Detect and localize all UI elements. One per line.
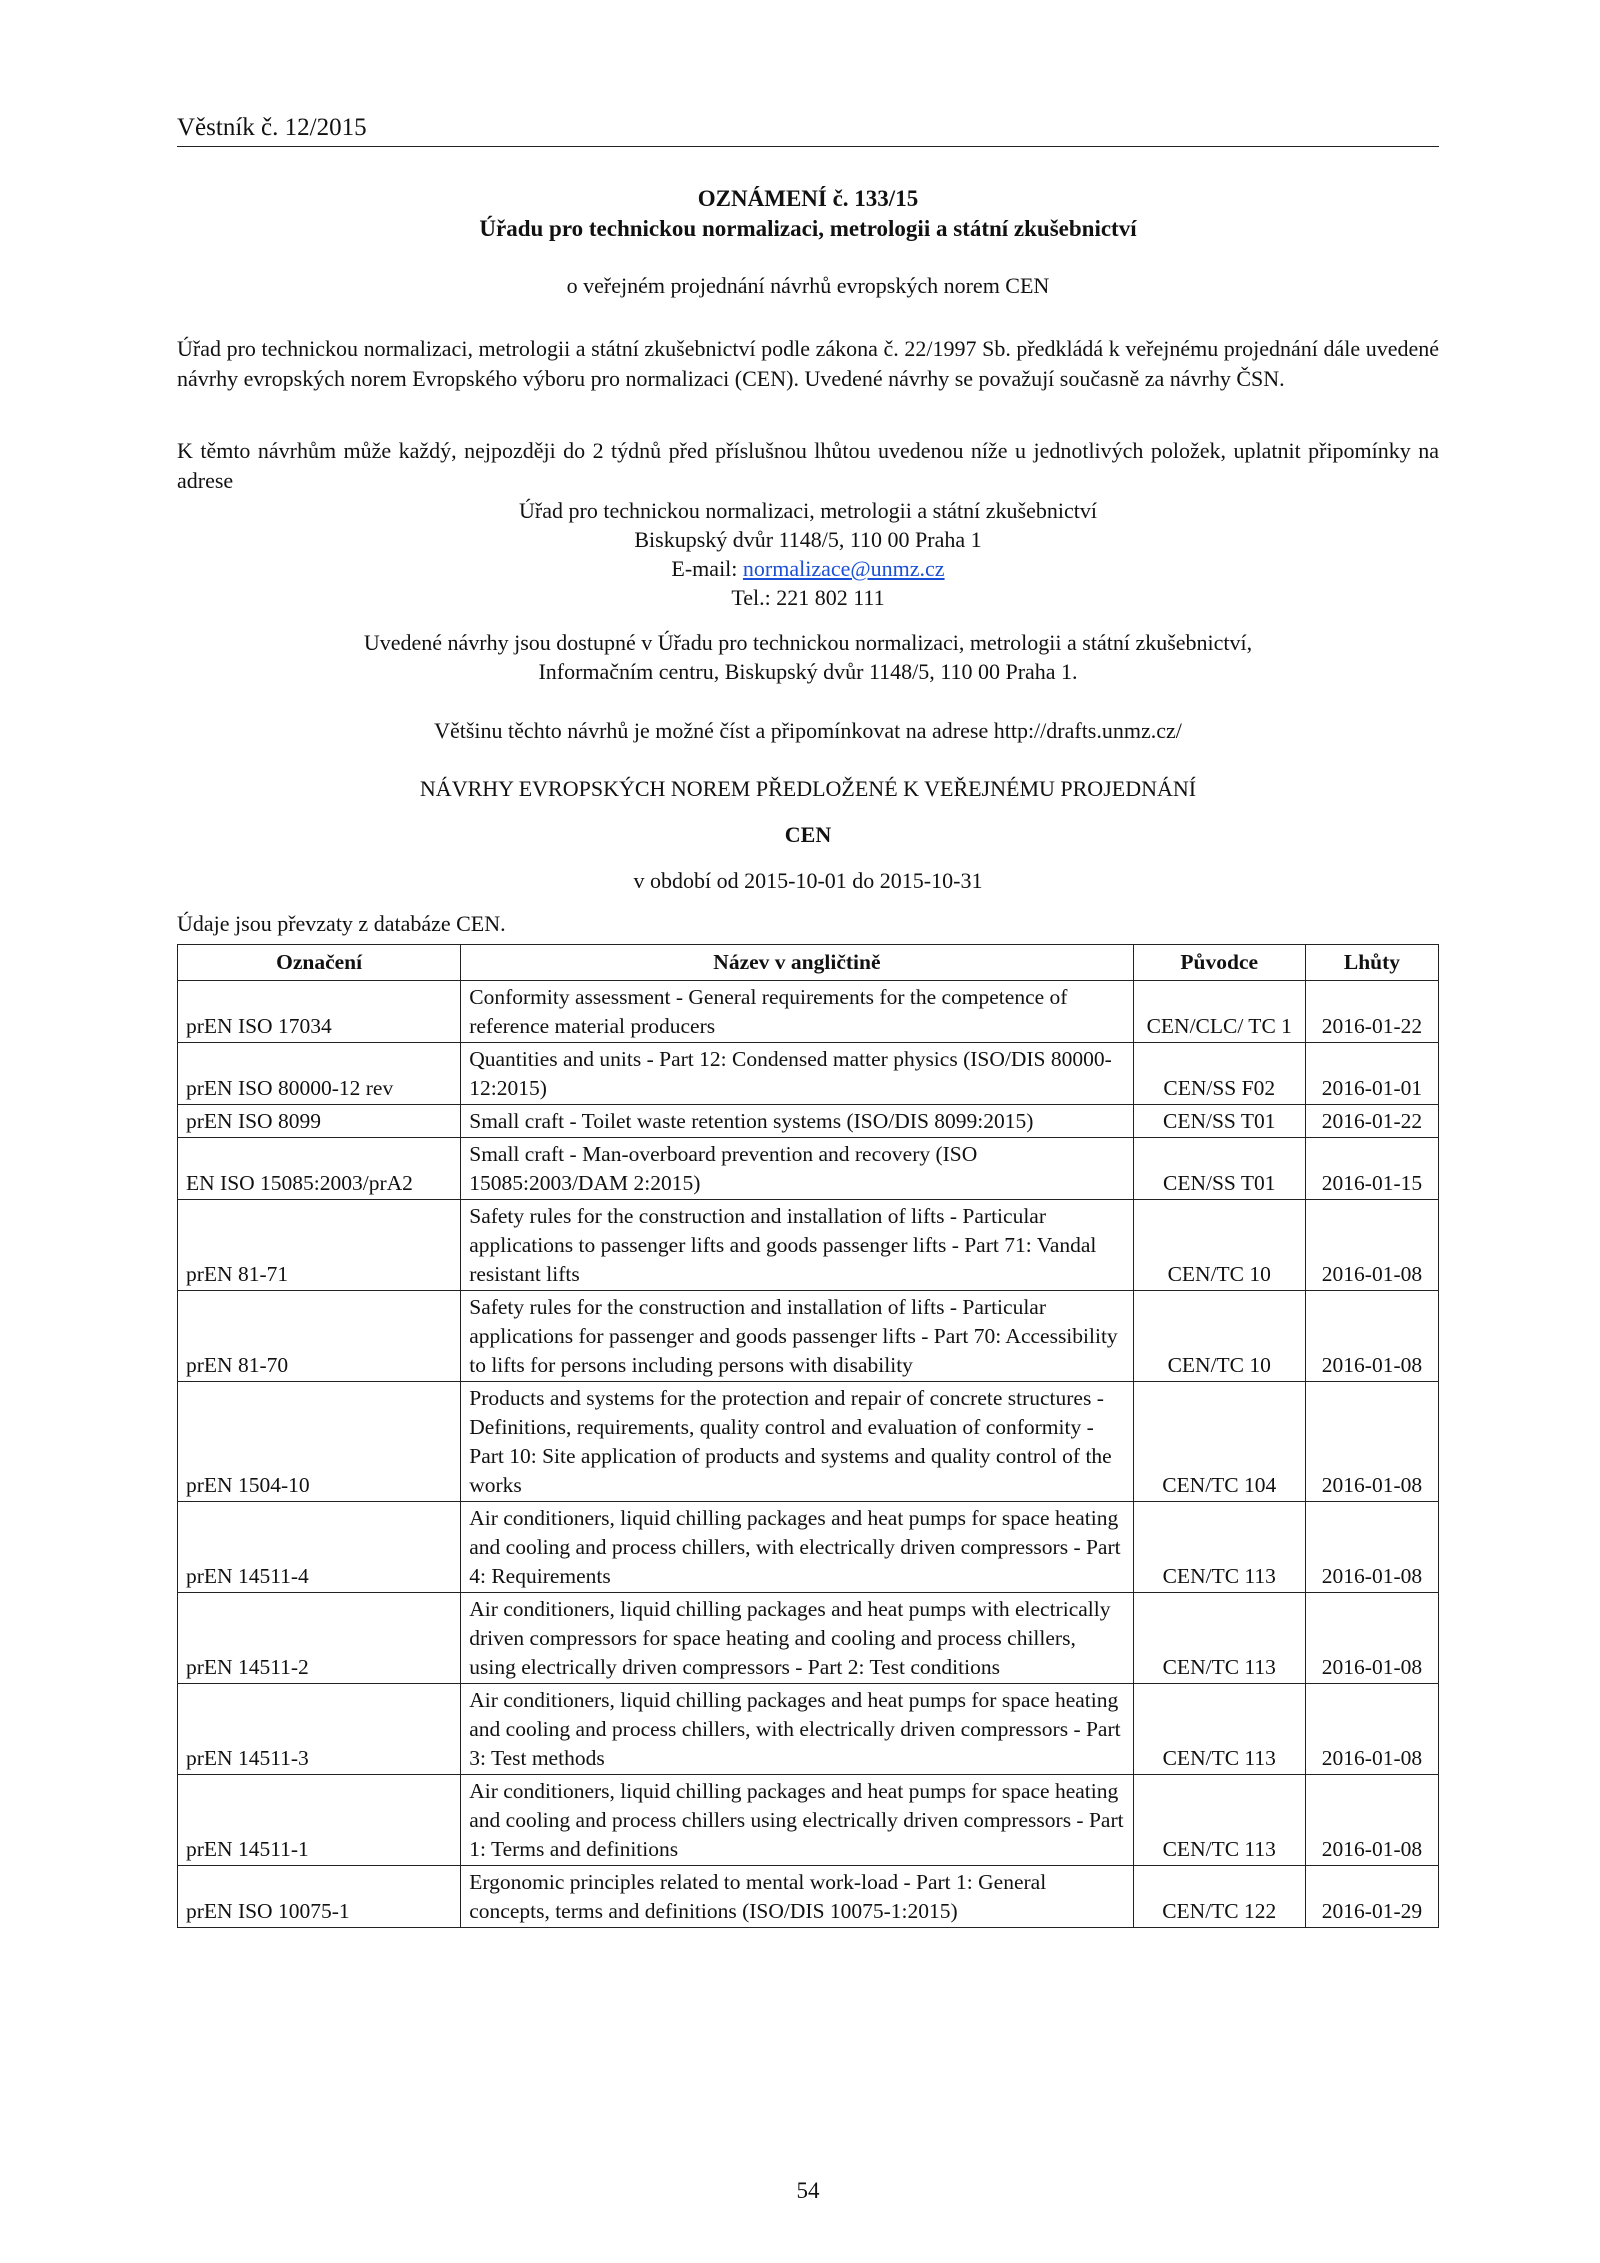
- table-row: [178, 1043, 1439, 1105]
- section-organization: CEN: [784, 822, 832, 847]
- col-header-title: Název v angličtině: [461, 945, 1133, 981]
- cell-origin: CEN/TC 10: [1133, 1291, 1305, 1382]
- cell-origin: CEN/TC 113: [1133, 1684, 1305, 1775]
- cell-title: Air conditioners, liquid chilling packages and heat pumps for space heating and cooling and process chillers, with electrically driven compressors - Part 3: Test methods: [461, 1684, 1133, 1775]
- table-row: [178, 1138, 1439, 1200]
- availability-line-1: Uvedené návrhy jsou dostupné v Úřadu pro technickou normalizaci, metrologii a státní zkušebnictví,: [363, 630, 1253, 655]
- cell-origin: CEN/CLC/ TC 1: [1133, 981, 1305, 1043]
- cell-designation: prEN 81-71: [178, 1200, 461, 1291]
- cell-designation: prEN 1504-10: [178, 1382, 461, 1502]
- col-header-designation: Označení: [178, 945, 461, 981]
- cell-designation: prEN 14511-2: [178, 1593, 461, 1684]
- cell-designation: prEN ISO 17034: [178, 981, 461, 1043]
- contact-address: [177, 496, 1439, 612]
- cell-deadline: 2016-01-08: [1305, 1291, 1438, 1382]
- document-page: [177, 0, 1439, 2263]
- cell-deadline: 2016-01-08: [1305, 1684, 1438, 1775]
- cell-origin: CEN/TC 10: [1133, 1200, 1305, 1291]
- cell-origin: CEN/TC 113: [1133, 1775, 1305, 1866]
- page-number: 54: [796, 2178, 820, 2203]
- cell-deadline: 2016-01-08: [1305, 1502, 1438, 1593]
- availability-note: [177, 628, 1439, 686]
- address-email-line: [177, 554, 1439, 583]
- cell-designation: prEN 14511-4: [178, 1502, 461, 1593]
- table-header-row: [178, 945, 1439, 981]
- cell-deadline: 2016-01-01: [1305, 1043, 1438, 1105]
- cell-designation: prEN 14511-3: [178, 1684, 461, 1775]
- intro-paragraph: Úřad pro technickou normalizaci, metrologii a státní zkušebnictví podle zákona č. 22/1997 Sb. předkládá k veřejnému projednání dále uvedené návrhy evropských norem Evropského výboru pro normalizaci (CEN). Uvedené návrhy se považují současně za návrhy ČSN.: [177, 336, 1439, 391]
- table-row: [178, 1502, 1439, 1593]
- col-header-origin: Původce: [1133, 945, 1305, 981]
- drafts-url-note: Většinu těchto návrhů je možné číst a připomínkovat na adrese http://drafts.unmz.cz/: [434, 718, 1182, 743]
- cell-title: Safety rules for the construction and installation of lifts - Particular applications for passenger and goods passenger lifts - Part 70: Accessibility to lifts for persons including persons with disability: [461, 1291, 1133, 1382]
- email-label: E-mail:: [671, 556, 743, 581]
- cell-title: Conformity assessment - General requirements for the competence of reference material producers: [461, 981, 1133, 1043]
- cell-origin: CEN/SS T01: [1133, 1138, 1305, 1200]
- cell-origin: CEN/TC 104: [1133, 1382, 1305, 1502]
- cell-origin: CEN/SS T01: [1133, 1105, 1305, 1138]
- data-source-note: Údaje jsou převzaty z databáze CEN.: [177, 911, 506, 936]
- page-header: [177, 112, 1439, 147]
- address-street: Biskupský dvůr 1148/5, 110 00 Praha 1: [634, 527, 982, 552]
- notice-authority: Úřadu pro technickou normalizaci, metrologii a státní zkušebnictví: [479, 216, 1137, 241]
- cell-deadline: 2016-01-08: [1305, 1775, 1438, 1866]
- cell-deadline: 2016-01-15: [1305, 1138, 1438, 1200]
- comments-paragraph: K těmto návrhům může každý, nejpozději do 2 týdnů před příslušnou lhůtou uvedenou níže u jednotlivých položek, uplatnit připomínky na adrese: [177, 438, 1439, 493]
- section-title: NÁVRHY EVROPSKÝCH NOREM PŘEDLOŽENÉ K VEŘEJNÉMU PROJEDNÁNÍ: [419, 776, 1197, 801]
- cell-deadline: 2016-01-08: [1305, 1200, 1438, 1291]
- section-period: v období od 2015-10-01 do 2015-10-31: [633, 868, 983, 893]
- notice-title: OZNÁMENÍ č. 133/15: [697, 186, 919, 211]
- table-row: [178, 1684, 1439, 1775]
- journal-issue: Věstník č. 12/2015: [177, 114, 367, 141]
- cell-designation: prEN ISO 10075-1: [178, 1866, 461, 1928]
- table-row: [178, 1866, 1439, 1928]
- cell-designation: EN ISO 15085:2003/prA2: [178, 1138, 461, 1200]
- cell-origin: CEN/TC 113: [1133, 1502, 1305, 1593]
- address-phone: Tel.: 221 802 111: [731, 585, 885, 610]
- email-link[interactable]: normalizace@unmz.cz: [742, 556, 945, 581]
- cell-title: Air conditioners, liquid chilling packages and heat pumps for space heating and cooling and process chillers using electrically driven compressors - Part 1: Terms and definitions: [461, 1775, 1133, 1866]
- table-row: [178, 1382, 1439, 1502]
- cell-title: Ergonomic principles related to mental work-load - Part 1: General concepts, terms and definitions (ISO/DIS 10075-1:2015): [461, 1866, 1133, 1928]
- table-row: [178, 1200, 1439, 1291]
- cell-designation: prEN 81-70: [178, 1291, 461, 1382]
- cell-title: Air conditioners, liquid chilling packages and heat pumps with electrically driven compressors for space heating and cooling and process chillers, using electrically driven compressors - Part 2: Test conditions: [461, 1593, 1133, 1684]
- cell-title: Small craft - Toilet waste retention systems (ISO/DIS 8099:2015): [461, 1105, 1133, 1138]
- address-institution: Úřad pro technickou normalizaci, metrologii a státní zkušebnictví: [519, 498, 1097, 523]
- cell-deadline: 2016-01-08: [1305, 1382, 1438, 1502]
- cell-designation: prEN 14511-1: [178, 1775, 461, 1866]
- cell-title: Small craft - Man-overboard prevention and recovery (ISO 15085:2003/DAM 2:2015): [461, 1138, 1133, 1200]
- cell-designation: prEN ISO 80000-12 rev: [178, 1043, 461, 1105]
- table-row: [178, 1105, 1439, 1138]
- table-row: [178, 1593, 1439, 1684]
- cell-origin: CEN/TC 122: [1133, 1866, 1305, 1928]
- drafts-table: [177, 944, 1439, 1928]
- cell-deadline: 2016-01-08: [1305, 1593, 1438, 1684]
- cell-origin: CEN/SS F02: [1133, 1043, 1305, 1105]
- availability-line-2: Informačním centru, Biskupský dvůr 1148/5, 110 00 Praha 1.: [538, 659, 1078, 684]
- cell-title: Air conditioners, liquid chilling packages and heat pumps for space heating and cooling and process chillers, with electrically driven compressors - Part 4: Requirements: [461, 1502, 1133, 1593]
- table-body: [178, 981, 1439, 1928]
- cell-deadline: 2016-01-22: [1305, 981, 1438, 1043]
- notice-subtitle: o veřejném projednání návrhů evropských norem CEN: [566, 273, 1050, 298]
- table-row: [178, 1291, 1439, 1382]
- table-row: [178, 981, 1439, 1043]
- cell-title: Quantities and units - Part 12: Condensed matter physics (ISO/DIS 80000-12:2015): [461, 1043, 1133, 1105]
- cell-title: Products and systems for the protection and repair of concrete structures - Definitions, requirements, quality control and evaluation of conformity - Part 10: Site application of products and systems and quality control of the works: [461, 1382, 1133, 1502]
- cell-designation: prEN ISO 8099: [178, 1105, 461, 1138]
- col-header-deadline: Lhůty: [1305, 945, 1438, 981]
- cell-origin: CEN/TC 113: [1133, 1593, 1305, 1684]
- table-row: [178, 1775, 1439, 1866]
- cell-deadline: 2016-01-29: [1305, 1866, 1438, 1928]
- cell-title: Safety rules for the construction and installation of lifts - Particular applications to passenger lifts and goods passenger lifts - Part 71: Vandal resistant lifts: [461, 1200, 1133, 1291]
- cell-deadline: 2016-01-22: [1305, 1105, 1438, 1138]
